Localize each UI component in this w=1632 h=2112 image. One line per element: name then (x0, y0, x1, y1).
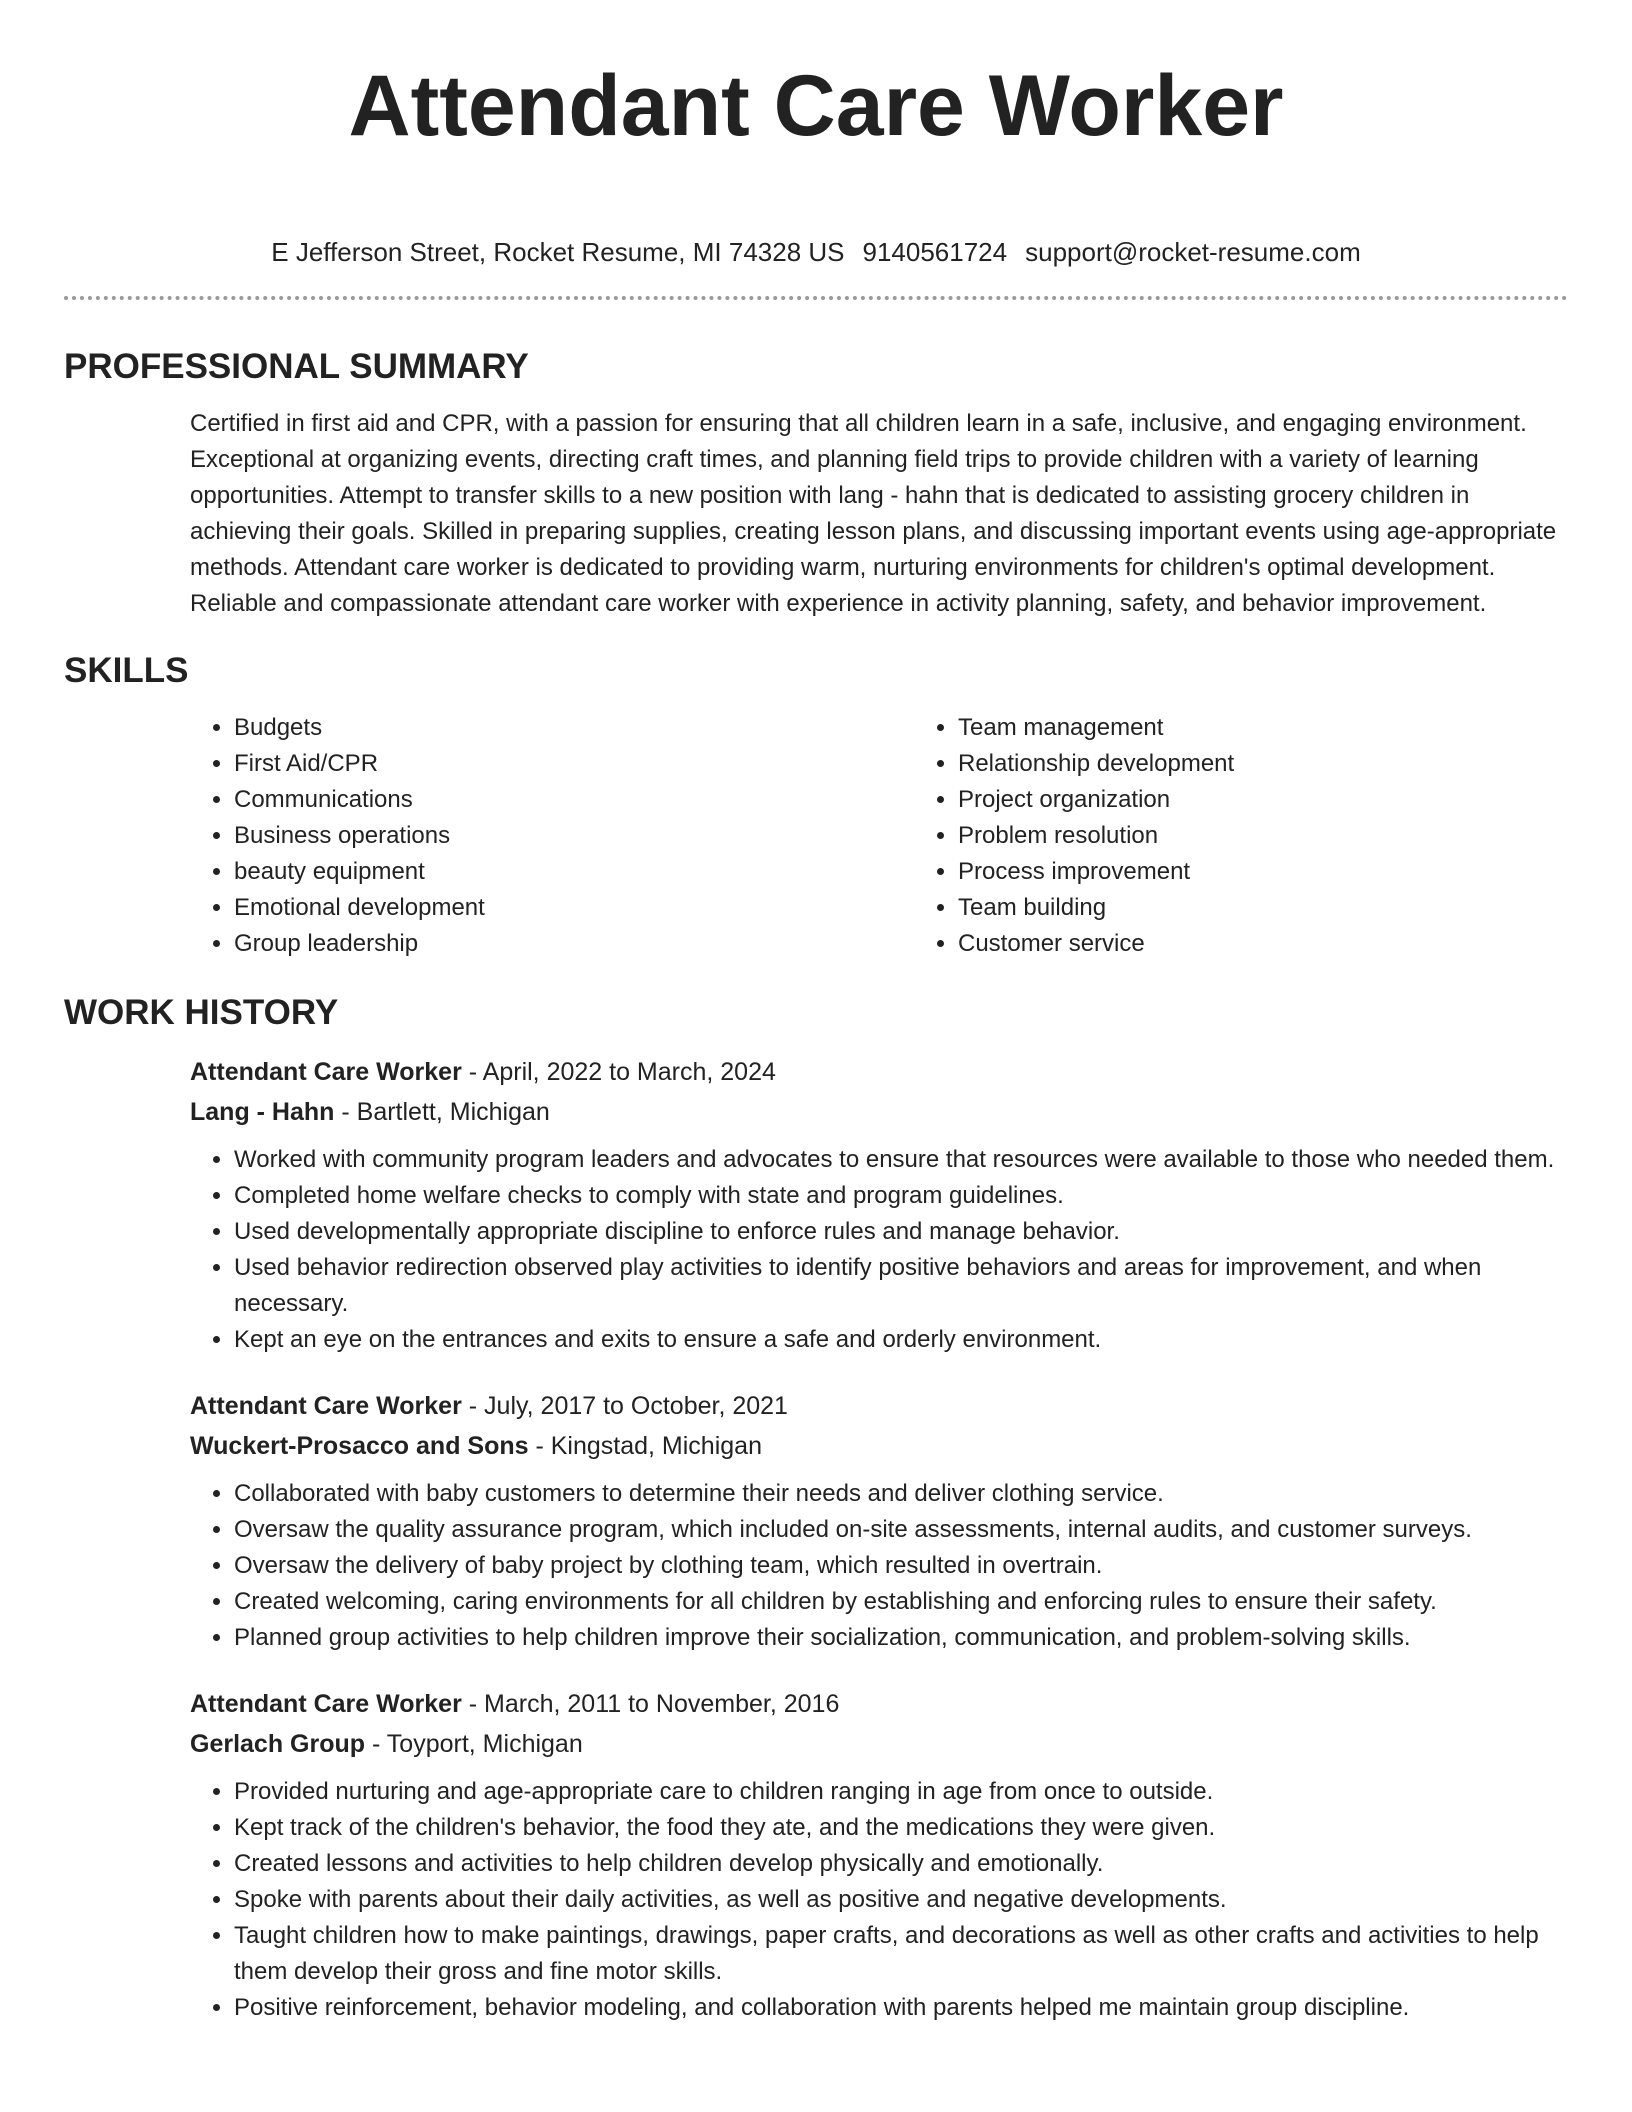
job-bullet: • Used developmentally appropriate discipline to enforce rules and manage behavior. (234, 1214, 1568, 1250)
summary-text: Certified in first aid and CPR, with a passion for ensuring that all children learn in a safe, inclusive, and engaging environment. Exceptional at organizing events, directing craft times, and planning field trips to provide children with a variety of learning opportunities. Attempt to transfer skills to a new position with lang - hahn that is dedicated to assisting grocery children in achieving their goals. Skilled in preparing supplies, creating lesson plans, and discussing important events using age-appropriate methods. Attendant care worker is dedicated to providing warm, nurturing environments for children's optimal development. Reliable and compassionate attendant care worker with experience in activity planning, safety, and behavior improvement. (190, 410, 1557, 617)
summary-section (64, 346, 1568, 622)
job-dates: - April, 2022 to March, 2024 (461, 1058, 776, 1086)
contact-address: E Jefferson Street, Rocket Resume, MI 74328 US (271, 237, 845, 267)
job-company: Gerlach Group (190, 1730, 366, 1758)
job-bullet: • Planned group activities to help children improve their socialization, communication, and problem-solving skills. (234, 1620, 1568, 1656)
job-bullet: • Spoke with parents about their daily activities, as well as positive and negative developments. (234, 1882, 1568, 1918)
job-company: Wuckert-Prosacco and Sons (190, 1432, 529, 1460)
work-history-heading: WORK HISTORY (64, 993, 339, 1032)
job-title: Attendant Care Worker (190, 1690, 462, 1718)
resume-name: Attendant Care Worker (348, 58, 1284, 154)
skill-item: • Emotional development (234, 890, 914, 926)
contact-email: support@rocket-resume.com (1025, 237, 1361, 267)
skill-item: • Budgets (234, 710, 914, 746)
job-bullet: • Provided nurturing and age-appropriate care to children ranging in age from once to outside. (234, 1774, 1568, 1810)
job-bullets (190, 1142, 1568, 1358)
skills-heading: SKILLS (64, 651, 189, 690)
skill-item: • Business operations (234, 818, 914, 854)
job-company-line (190, 1092, 1568, 1132)
job-title-line (190, 1052, 1568, 1092)
job-dates: - March, 2011 to November, 2016 (461, 1690, 840, 1718)
skills-column-right (914, 710, 1568, 962)
job-title-line (190, 1386, 1568, 1426)
job-dates: - July, 2017 to October, 2021 (461, 1392, 788, 1420)
job-bullet: • Created lessons and activities to help children develop physically and emotionally. (234, 1846, 1568, 1882)
job-title-line (190, 1684, 1568, 1724)
job-bullet: • Kept track of the children's behavior, the food they ate, and the medications they were given. (234, 1810, 1568, 1846)
job-bullet: • Created welcoming, caring environments for all children by establishing and enforcing rules to ensure their safety. (234, 1584, 1568, 1620)
job-title: Attendant Care Worker (190, 1058, 462, 1086)
job-bullets (190, 1774, 1568, 2026)
job-entry (64, 1386, 1568, 1656)
job-bullet: • Kept an eye on the entrances and exits to ensure a safe and orderly environment. (234, 1322, 1568, 1358)
job-bullet: • Taught children how to make paintings, drawings, paper crafts, and decorations as well as other crafts and activities to help them develop their gross and fine motor skills. (234, 1918, 1568, 1990)
summary-heading: PROFESSIONAL SUMMARY (64, 347, 529, 386)
job-bullet: • Oversaw the quality assurance program, which included on-site assessments, internal audits, and customer surveys. (234, 1512, 1568, 1548)
contact-line (64, 234, 1568, 270)
skill-item: • Problem resolution (958, 818, 1568, 854)
job-bullets (190, 1476, 1568, 1656)
skill-item: • Communications (234, 782, 914, 818)
skill-item: • First Aid/CPR (234, 746, 914, 782)
skills-list (64, 710, 1568, 962)
skill-item: • Team building (958, 890, 1568, 926)
job-location: - Toyport, Michigan (365, 1730, 583, 1758)
job-title: Attendant Care Worker (190, 1392, 462, 1420)
job-bullet: • Collaborated with baby customers to determine their needs and deliver clothing service. (234, 1476, 1568, 1512)
work-history-section (64, 992, 1568, 2026)
job-bullet: • Worked with community program leaders and advocates to ensure that resources were available to those who needed them. (234, 1142, 1568, 1178)
job-bullet: • Used behavior redirection observed play activities to identify positive behaviors and areas for improvement, and when necessary. (234, 1250, 1568, 1322)
job-company-line (190, 1724, 1568, 1764)
job-entry (64, 1684, 1568, 2026)
job-company: Lang - Hahn (190, 1098, 335, 1126)
skill-item: • Customer service (958, 926, 1568, 962)
job-bullet: • Oversaw the delivery of baby project by clothing team, which resulted in overtrain. (234, 1548, 1568, 1584)
job-entry (64, 1052, 1568, 1358)
contact-phone: 9140561724 (862, 237, 1008, 267)
skill-item: • Team management (958, 710, 1568, 746)
header-divider (64, 296, 1568, 300)
skills-section (64, 650, 1568, 962)
skill-item: • Process improvement (958, 854, 1568, 890)
job-company-line (190, 1426, 1568, 1466)
skill-item: • Project organization (958, 782, 1568, 818)
skill-item: • beauty equipment (234, 854, 914, 890)
skill-item: • Group leadership (234, 926, 914, 962)
job-bullet: • Completed home welfare checks to comply with state and program guidelines. (234, 1178, 1568, 1214)
skills-column-left (190, 710, 914, 962)
job-location: - Bartlett, Michigan (334, 1098, 550, 1126)
job-bullet: • Positive reinforcement, behavior modeling, and collaboration with parents helped me maintain group discipline. (234, 1990, 1568, 2026)
skill-item: • Relationship development (958, 746, 1568, 782)
job-location: - Kingstad, Michigan (528, 1432, 762, 1460)
